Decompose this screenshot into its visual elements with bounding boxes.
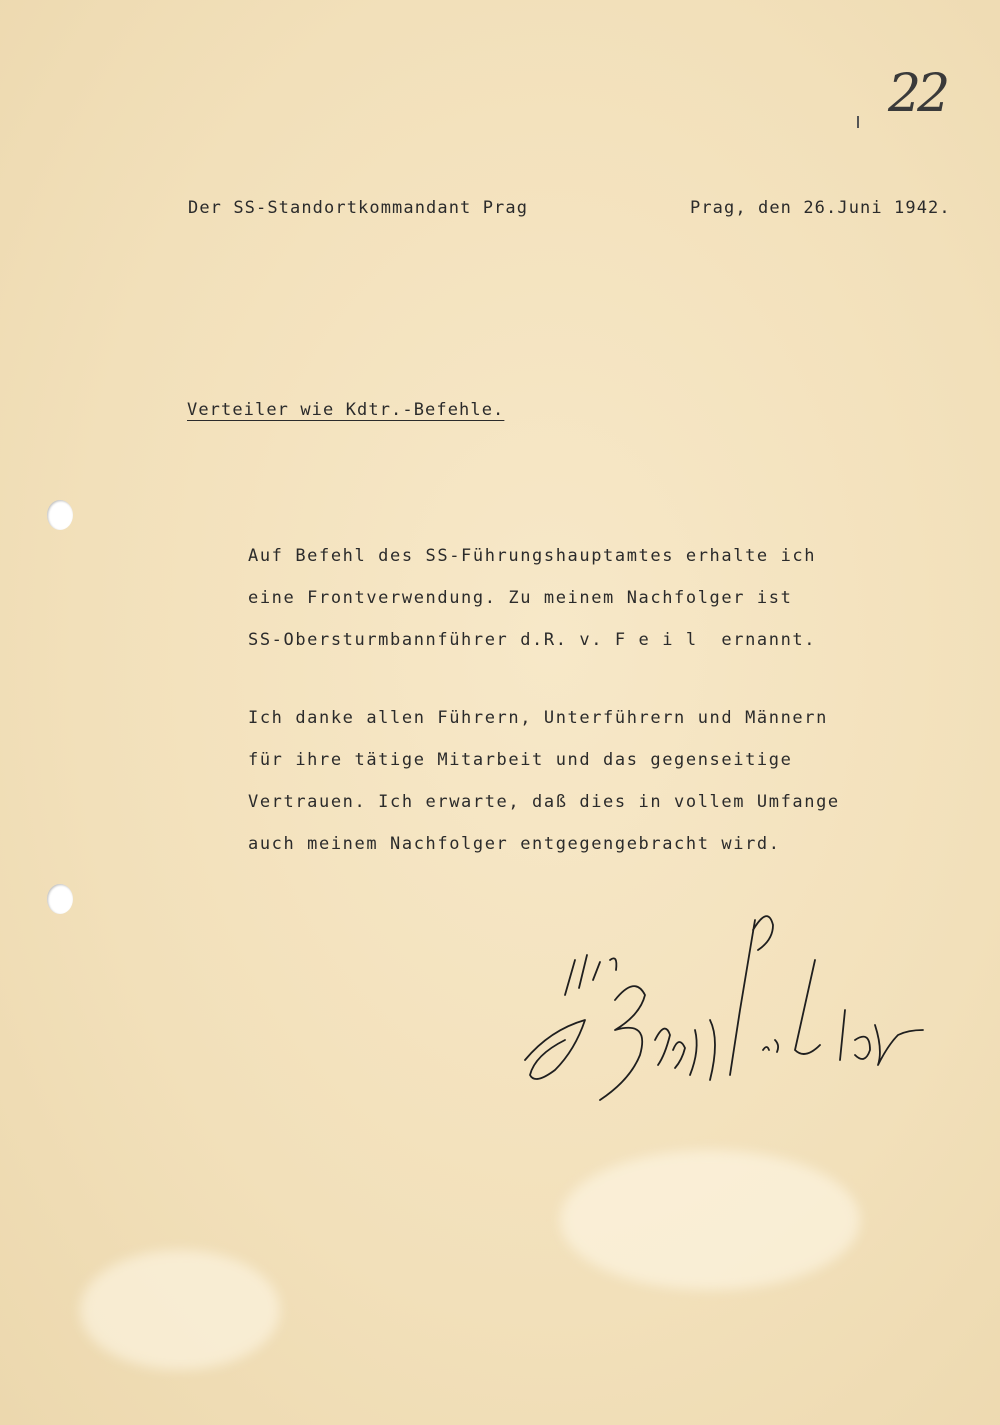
paragraph2-line: Ich danke allen Führern, Unterführern und Männern — [248, 708, 828, 728]
pencil-mark — [857, 116, 859, 128]
paper-stain — [560, 1150, 860, 1290]
paper-stain — [80, 1250, 280, 1370]
paragraph1-line: SS-Obersturmbannführer d.R. v. F e i l ernannt. — [248, 630, 817, 650]
handwritten-signature — [495, 900, 935, 1140]
paragraph2-line: Vertrauen. Ich erwarte, daß dies in vollem Umfange — [248, 792, 840, 812]
punch-hole-top — [47, 500, 73, 530]
paragraph1-line: Auf Befehl des SS-Führungshauptamtes erhalte ich — [248, 546, 817, 566]
punch-hole-bottom — [47, 884, 73, 914]
paragraph2-line: auch meinem Nachfolger entgegengebracht wird. — [248, 834, 781, 854]
paragraph2-line: für ihre tätige Mitarbeit und das gegenseitige — [248, 750, 793, 770]
sender-line: Der SS-Standortkommandant Prag — [188, 198, 529, 218]
place-date: Prag, den 26.Juni 1942. — [690, 198, 951, 218]
paragraph1-line: eine Frontverwendung. Zu meinem Nachfolger ist — [248, 588, 793, 608]
distribution-line: Verteiler wie Kdtr.-Befehle. — [187, 400, 505, 420]
folio-number: 22 — [888, 64, 947, 124]
